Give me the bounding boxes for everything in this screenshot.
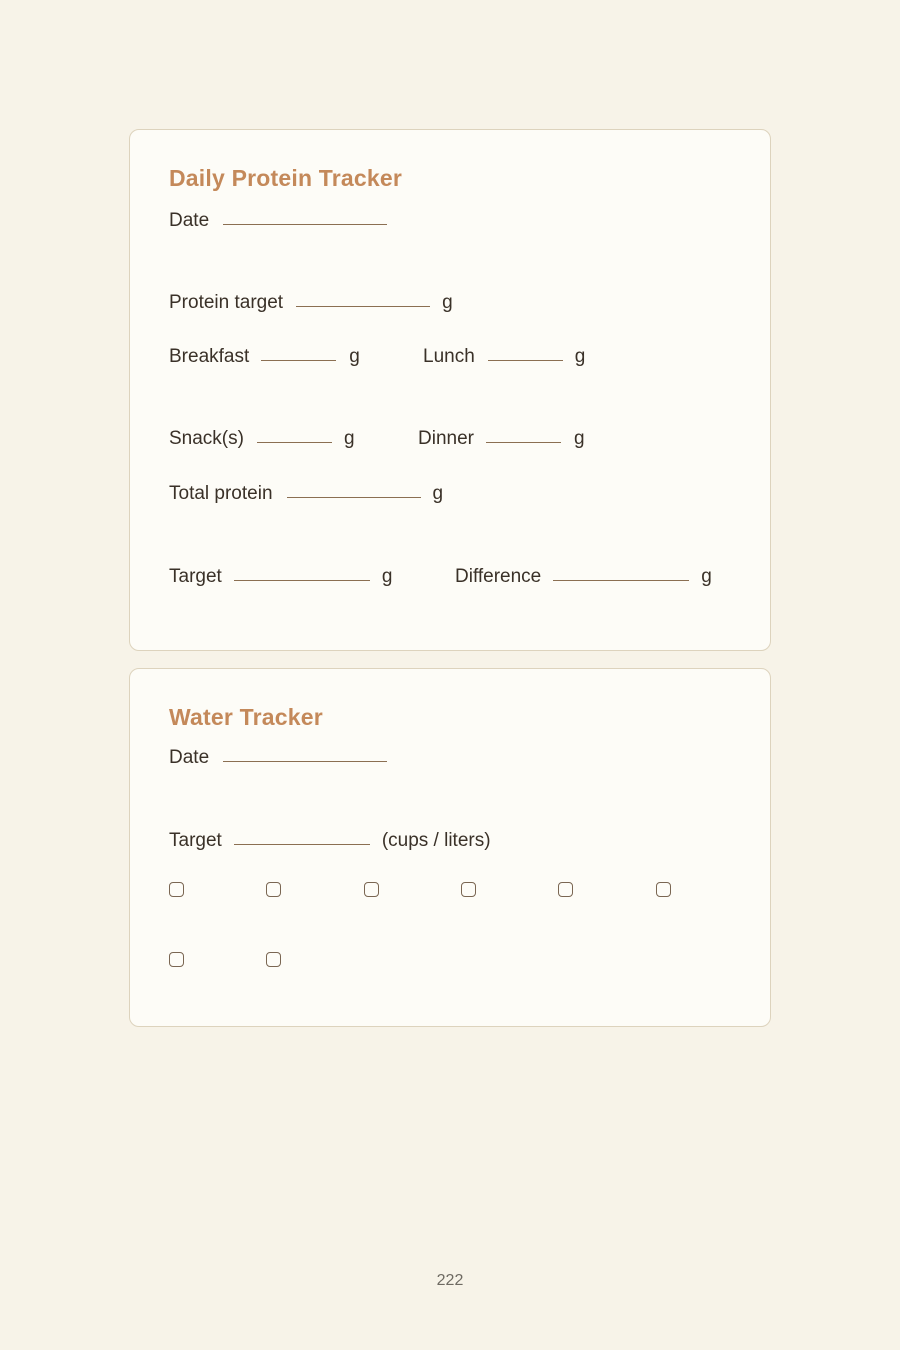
snacks-label: Snack(s) — [169, 428, 244, 449]
water-target-unit: (cups / liters) — [381, 830, 491, 851]
water-checkbox[interactable] — [656, 882, 671, 897]
difference-row — [455, 566, 712, 588]
difference-unit: g — [701, 566, 712, 587]
water-date-row — [169, 747, 387, 769]
total-protein-unit: g — [432, 483, 444, 504]
water-checkbox[interactable] — [364, 882, 379, 897]
breakfast-label: Breakfast — [169, 346, 250, 367]
lunch-label: Lunch — [423, 346, 475, 367]
water-date-label: Date — [169, 747, 210, 768]
target-unit: g — [381, 566, 393, 587]
protein-date-row — [169, 210, 387, 232]
protein-target-field[interactable] — [296, 305, 430, 307]
water-checkbox[interactable] — [558, 882, 573, 897]
water-date-field[interactable] — [223, 760, 387, 762]
protein-target-label: Protein target — [169, 292, 284, 313]
target-row — [169, 566, 392, 588]
page-number: 222 — [436, 1272, 464, 1289]
water-target-row — [169, 830, 491, 852]
protein-date-label: Date — [169, 210, 210, 231]
lunch-field[interactable] — [488, 359, 563, 361]
water-checkbox[interactable] — [169, 882, 184, 897]
total-protein-row — [169, 483, 443, 505]
protein-target-row — [169, 292, 453, 314]
snacks-field[interactable] — [257, 441, 332, 443]
total-protein-label: Total protein — [169, 483, 273, 504]
dinner-label: Dinner — [418, 428, 474, 449]
difference-field[interactable] — [553, 579, 689, 581]
water-checkbox[interactable] — [266, 952, 281, 967]
target-label: Target — [169, 566, 222, 587]
water-target-label: Target — [169, 830, 222, 851]
breakfast-field[interactable] — [261, 359, 336, 361]
water-tracker-title: Water Tracker — [169, 704, 323, 730]
total-protein-field[interactable] — [287, 496, 421, 498]
dinner-field[interactable] — [486, 441, 561, 443]
water-checkbox[interactable] — [266, 882, 281, 897]
snacks-unit: g — [343, 428, 355, 449]
lunch-unit: g — [574, 346, 586, 367]
snacks-row — [169, 428, 355, 450]
protein-target-unit: g — [442, 292, 453, 313]
protein-tracker-card — [129, 129, 771, 651]
water-target-field[interactable] — [234, 843, 370, 845]
water-checkbox[interactable] — [461, 882, 476, 897]
dinner-unit: g — [573, 428, 585, 449]
protein-tracker-title: Daily Protein Tracker — [169, 165, 403, 191]
breakfast-unit: g — [349, 346, 360, 367]
target-field[interactable] — [234, 579, 370, 581]
water-checkbox[interactable] — [169, 952, 184, 967]
lunch-row — [423, 346, 585, 368]
breakfast-row — [169, 346, 360, 368]
water-tracker-card — [129, 668, 771, 1027]
difference-label: Difference — [455, 566, 542, 587]
dinner-row — [418, 428, 585, 450]
protein-date-field[interactable] — [223, 223, 387, 225]
